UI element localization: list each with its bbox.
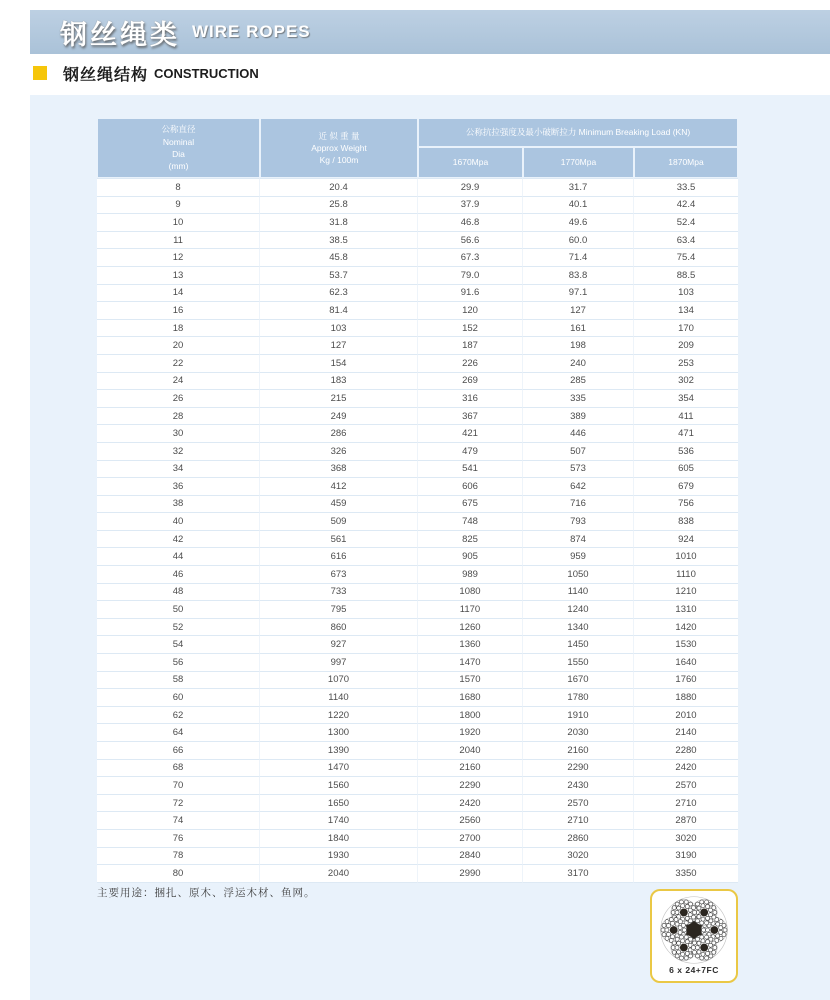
cell: 389: [523, 408, 634, 426]
table-row: [97, 373, 738, 391]
cell: 2290: [523, 760, 634, 778]
cell: 24: [97, 373, 260, 391]
table-row: [97, 425, 738, 443]
cell: 240: [523, 355, 634, 373]
cell: 1450: [523, 636, 634, 654]
cell: 3020: [523, 848, 634, 866]
page-header-band: [30, 10, 830, 54]
cell: 183: [260, 373, 418, 391]
cell: 2870: [634, 812, 738, 830]
cell: 64: [97, 724, 260, 742]
cell: 1650: [260, 795, 418, 813]
cell: 36: [97, 478, 260, 496]
cell: 606: [418, 478, 523, 496]
cell: 45.8: [260, 249, 418, 267]
cell: 675: [418, 496, 523, 514]
cell: 14: [97, 285, 260, 303]
cell: 673: [260, 566, 418, 584]
cell: 28: [97, 408, 260, 426]
table-row: [97, 390, 738, 408]
section-title-en: CONSTRUCTION: [154, 65, 259, 81]
table-row: [97, 197, 738, 215]
cell: 825: [418, 531, 523, 549]
col-header-1870mpa: 1870Mpa: [634, 147, 738, 178]
cell: 860: [260, 619, 418, 637]
cell: 2700: [418, 830, 523, 848]
cell: 127: [523, 302, 634, 320]
cell: 368: [260, 461, 418, 479]
cell: 215: [260, 390, 418, 408]
col-header-line: (mm): [168, 161, 189, 172]
cell: 12: [97, 249, 260, 267]
cell: 1880: [634, 689, 738, 707]
cell: 198: [523, 337, 634, 355]
cell: 81.4: [260, 302, 418, 320]
cell: 83.8: [523, 267, 634, 285]
cell: 26: [97, 390, 260, 408]
cell: 88.5: [634, 267, 738, 285]
content-panel: [30, 95, 830, 1000]
table-row: [97, 496, 738, 514]
cell: 2990: [418, 865, 523, 883]
cell: 1260: [418, 619, 523, 637]
cell: 573: [523, 461, 634, 479]
cell: 161: [523, 320, 634, 338]
cell: 605: [634, 461, 738, 479]
cell: 3350: [634, 865, 738, 883]
cell: 1360: [418, 636, 523, 654]
cell: 120: [418, 302, 523, 320]
rope-diagram-box: [650, 889, 738, 983]
cell: 507: [523, 443, 634, 461]
cell: 2710: [523, 812, 634, 830]
cell: 989: [418, 566, 523, 584]
cell: 49.6: [523, 214, 634, 232]
table-row: [97, 742, 738, 760]
cell: 56: [97, 654, 260, 672]
cell: 62: [97, 707, 260, 725]
table-row: [97, 232, 738, 250]
table-row: [97, 548, 738, 566]
cell: 679: [634, 478, 738, 496]
table-row: [97, 531, 738, 549]
cell: 1300: [260, 724, 418, 742]
table-row: [97, 285, 738, 303]
cell: 1110: [634, 566, 738, 584]
cell: 1740: [260, 812, 418, 830]
cell: 103: [634, 285, 738, 303]
cell: 30: [97, 425, 260, 443]
cell: 748: [418, 513, 523, 531]
cell: 1220: [260, 707, 418, 725]
cell: 286: [260, 425, 418, 443]
table-row: [97, 178, 738, 197]
cell: 2560: [418, 812, 523, 830]
cell: 1680: [418, 689, 523, 707]
cell: 52.4: [634, 214, 738, 232]
cell: 62.3: [260, 285, 418, 303]
cell: 25.8: [260, 197, 418, 215]
cell: 2030: [523, 724, 634, 742]
cell: 2710: [634, 795, 738, 813]
table-row: [97, 513, 738, 531]
cell: 226: [418, 355, 523, 373]
table-row: [97, 584, 738, 602]
cell: 253: [634, 355, 738, 373]
cell: 316: [418, 390, 523, 408]
cell: 838: [634, 513, 738, 531]
cell: 2860: [523, 830, 634, 848]
cell: 285: [523, 373, 634, 391]
cell: 1550: [523, 654, 634, 672]
col-header-approx-weight: [260, 118, 418, 178]
cell: 756: [634, 496, 738, 514]
cell: 22: [97, 355, 260, 373]
cell: 561: [260, 531, 418, 549]
cell: 74: [97, 812, 260, 830]
cell: 42.4: [634, 197, 738, 215]
cell: 2160: [418, 760, 523, 778]
cell: 541: [418, 461, 523, 479]
cell: 1140: [523, 584, 634, 602]
cell: 70: [97, 777, 260, 795]
cell: 2160: [523, 742, 634, 760]
col-header-line: Kg / 100m: [319, 155, 359, 166]
cell: 793: [523, 513, 634, 531]
cell: 2040: [260, 865, 418, 883]
cell: 10: [97, 214, 260, 232]
cell: 9: [97, 197, 260, 215]
cell: 1640: [634, 654, 738, 672]
cell: 44: [97, 548, 260, 566]
table-row: [97, 619, 738, 637]
cell: 2420: [418, 795, 523, 813]
table-row: [97, 355, 738, 373]
cell: 2570: [634, 777, 738, 795]
cell: 1420: [634, 619, 738, 637]
cell: 46.8: [418, 214, 523, 232]
cell: 76: [97, 830, 260, 848]
cell: 8: [97, 178, 260, 197]
cell: 1070: [260, 672, 418, 690]
cell: 2570: [523, 795, 634, 813]
cell: 874: [523, 531, 634, 549]
table-row: [97, 461, 738, 479]
cell: 2840: [418, 848, 523, 866]
table-row: [97, 249, 738, 267]
table-row: [97, 320, 738, 338]
usage-note: 主要用途：捆扎、原木、浮运木材、鱼网。: [97, 887, 316, 899]
cell: 58: [97, 672, 260, 690]
cell: 46: [97, 566, 260, 584]
cell: 536: [634, 443, 738, 461]
cell: 335: [523, 390, 634, 408]
cell: 642: [523, 478, 634, 496]
cell: 32: [97, 443, 260, 461]
cell: 187: [418, 337, 523, 355]
cell: 1780: [523, 689, 634, 707]
cell: 1840: [260, 830, 418, 848]
cell: 1920: [418, 724, 523, 742]
page-title-en: WIRE ROPES: [192, 22, 311, 41]
cell: 1800: [418, 707, 523, 725]
table-row: [97, 408, 738, 426]
cell: 209: [634, 337, 738, 355]
cell: 91.6: [418, 285, 523, 303]
cell: 1910: [523, 707, 634, 725]
cell: 37.9: [418, 197, 523, 215]
col-header-breaking-load-group: 公称抗拉强度及最小破断拉力 Minimum Breaking Load (KN): [418, 118, 738, 147]
section-title-cn: 钢丝绳结构: [63, 66, 149, 84]
cell: 905: [418, 548, 523, 566]
cell: 412: [260, 478, 418, 496]
cell: 446: [523, 425, 634, 443]
cell: 302: [634, 373, 738, 391]
cell: 60.0: [523, 232, 634, 250]
cell: 50: [97, 601, 260, 619]
col-header-line: Dia: [172, 149, 185, 159]
table-row: [97, 654, 738, 672]
cell: 997: [260, 654, 418, 672]
cell: 80: [97, 865, 260, 883]
cell: 2040: [418, 742, 523, 760]
cell: 31.8: [260, 214, 418, 232]
cell: 13: [97, 267, 260, 285]
table-row: [97, 214, 738, 232]
cell: 1930: [260, 848, 418, 866]
cell: 459: [260, 496, 418, 514]
col-header-nominal-dia: [97, 118, 260, 178]
cell: 1390: [260, 742, 418, 760]
cell: 927: [260, 636, 418, 654]
table-row: [97, 812, 738, 830]
cell: 40.1: [523, 197, 634, 215]
cell: 40: [97, 513, 260, 531]
table-row: [97, 566, 738, 584]
cell: 154: [260, 355, 418, 373]
cell: 1210: [634, 584, 738, 602]
cell: 3020: [634, 830, 738, 848]
cell: 1670: [523, 672, 634, 690]
cell: 2140: [634, 724, 738, 742]
table-row: [97, 478, 738, 496]
cell: 3170: [523, 865, 634, 883]
cell: 2280: [634, 742, 738, 760]
table-row: [97, 636, 738, 654]
table-row: [97, 795, 738, 813]
cell: 1310: [634, 601, 738, 619]
wire-rope-spec-table: [97, 118, 738, 883]
cell: 11: [97, 232, 260, 250]
cell: 71.4: [523, 249, 634, 267]
spec-table-header: [97, 118, 738, 178]
cell: 134: [634, 302, 738, 320]
rope-cross-section-diagram: [658, 895, 730, 965]
cell: 75.4: [634, 249, 738, 267]
cell: 733: [260, 584, 418, 602]
table-row: [97, 443, 738, 461]
yellow-square-bullet-icon: [33, 66, 47, 80]
cell: 170: [634, 320, 738, 338]
cell: 63.4: [634, 232, 738, 250]
cell: 795: [260, 601, 418, 619]
cell: 66: [97, 742, 260, 760]
cell: 20.4: [260, 178, 418, 197]
table-row: [97, 777, 738, 795]
cell: 53.7: [260, 267, 418, 285]
cell: 716: [523, 496, 634, 514]
table-row: [97, 689, 738, 707]
cell: 1010: [634, 548, 738, 566]
cell: 616: [260, 548, 418, 566]
cell: 411: [634, 408, 738, 426]
cell: 38.5: [260, 232, 418, 250]
table-row: [97, 724, 738, 742]
cell: 471: [634, 425, 738, 443]
cell: 1240: [523, 601, 634, 619]
cell: 18: [97, 320, 260, 338]
cell: 959: [523, 548, 634, 566]
table-row: [97, 302, 738, 320]
table-row: [97, 337, 738, 355]
spec-table-body: [97, 178, 738, 883]
section-heading: [33, 63, 259, 83]
table-row: [97, 848, 738, 866]
cell: 249: [260, 408, 418, 426]
cell: 1340: [523, 619, 634, 637]
rope-construction-caption: 6 x 24+7FC: [669, 965, 719, 975]
cell: 1140: [260, 689, 418, 707]
col-header-line: Approx Weight: [311, 142, 367, 153]
cell: 1530: [634, 636, 738, 654]
cell: 56.6: [418, 232, 523, 250]
cell: 78: [97, 848, 260, 866]
cell: 97.1: [523, 285, 634, 303]
cell: 1080: [418, 584, 523, 602]
cell: 20: [97, 337, 260, 355]
cell: 1560: [260, 777, 418, 795]
cell: 3190: [634, 848, 738, 866]
cell: 42: [97, 531, 260, 549]
cell: 1050: [523, 566, 634, 584]
cell: 1470: [260, 760, 418, 778]
cell: 509: [260, 513, 418, 531]
cell: 354: [634, 390, 738, 408]
cell: 326: [260, 443, 418, 461]
cell: 1170: [418, 601, 523, 619]
page-title-cn: 钢丝绳类: [60, 19, 180, 50]
cell: 54: [97, 636, 260, 654]
cell: 68: [97, 760, 260, 778]
cell: 127: [260, 337, 418, 355]
cell: 367: [418, 408, 523, 426]
cell: 2420: [634, 760, 738, 778]
cell: 152: [418, 320, 523, 338]
cell: 31.7: [523, 178, 634, 197]
cell: 924: [634, 531, 738, 549]
table-row: [97, 672, 738, 690]
cell: 67.3: [418, 249, 523, 267]
cell: 52: [97, 619, 260, 637]
cell: 79.0: [418, 267, 523, 285]
col-header-line: 公称直径: [161, 124, 196, 135]
col-header-line: 近 似 重 量: [318, 130, 360, 141]
table-row: [97, 267, 738, 285]
cell: 34: [97, 461, 260, 479]
table-row: [97, 830, 738, 848]
cell: 421: [418, 425, 523, 443]
cell: 38: [97, 496, 260, 514]
cell: 1570: [418, 672, 523, 690]
cell: 16: [97, 302, 260, 320]
cell: 72: [97, 795, 260, 813]
col-header-line: Nominal: [162, 136, 195, 147]
cell: 1760: [634, 672, 738, 690]
cell: 48: [97, 584, 260, 602]
cell: 1470: [418, 654, 523, 672]
col-header-1670mpa: 1670Mpa: [418, 147, 523, 178]
cell: 60: [97, 689, 260, 707]
cell: 479: [418, 443, 523, 461]
cell: 2290: [418, 777, 523, 795]
cell: 33.5: [634, 178, 738, 197]
cell: 29.9: [418, 178, 523, 197]
table-row: [97, 707, 738, 725]
table-row: [97, 865, 738, 883]
table-row: [97, 601, 738, 619]
col-header-1770mpa: 1770Mpa: [523, 147, 634, 178]
cell: 2010: [634, 707, 738, 725]
cell: 103: [260, 320, 418, 338]
cell: 269: [418, 373, 523, 391]
cell: 2430: [523, 777, 634, 795]
table-row: [97, 760, 738, 778]
